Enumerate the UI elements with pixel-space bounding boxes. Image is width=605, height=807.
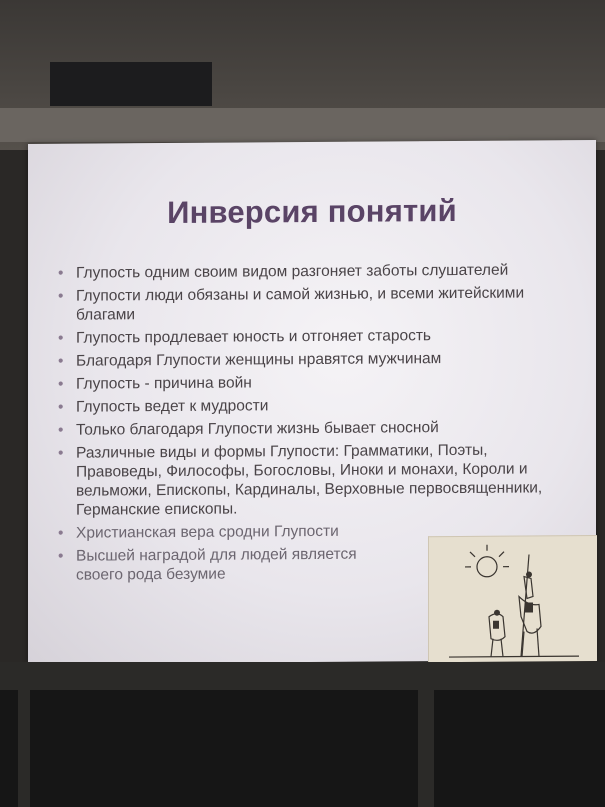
bullet-icon: • [58, 524, 64, 542]
bullet-item: • Глупость продлевает юность и отгоняет старость [58, 327, 431, 347]
bullet-item: • Христианская вера сродни Глупости [58, 522, 339, 542]
bullet-icon: • [58, 264, 64, 282]
projection-screen [28, 140, 596, 664]
bullet-item: • Глупости люди обязаны и самой жизнью, и всеми житейскими благами [58, 284, 525, 324]
bullet-item: • Глупость одним своим видом разгоняет заботы слушателей [58, 261, 509, 282]
dark-panel-center [30, 690, 418, 807]
bullet-icon: • [58, 375, 64, 393]
bullet-icon: • [58, 421, 64, 439]
dark-panel-left [0, 690, 18, 807]
dark-panel-right [434, 690, 605, 807]
bullet-item: • Глупость - причина войн [58, 374, 252, 393]
don-quixote-sketch-icon [429, 536, 597, 662]
bullet-item: • Глупость ведет к мудрости [58, 397, 269, 416]
dark-window [50, 62, 212, 106]
don-quixote-illustration [428, 535, 597, 662]
wall-strip [0, 108, 605, 142]
bullet-icon: • [58, 329, 64, 347]
bullet-icon: • [58, 444, 64, 462]
slide-title: Инверсия понятий [167, 192, 457, 231]
bullet-icon: • [58, 547, 64, 565]
bullet-item: • Только благодаря Глупости жизнь бывает сносной [58, 419, 439, 439]
bullet-item: • Различные виды и формы Глупости: Грамматики, Поэты, Правоведы, Философы, Богословы, Иноки и монахи, Короли и вельможи, Епископы, Кардиналы, Верховные первосвященники, Германские епископы. [58, 441, 543, 519]
bullet-icon: • [58, 398, 64, 416]
bullet-icon: • [58, 352, 64, 370]
bullet-item: • Благодаря Глупости женщины нравятся мужчинам [58, 350, 442, 370]
bullet-icon: • [58, 287, 64, 305]
bullet-item: • Высшей наградой для людей является своего рода безумие [58, 545, 357, 584]
